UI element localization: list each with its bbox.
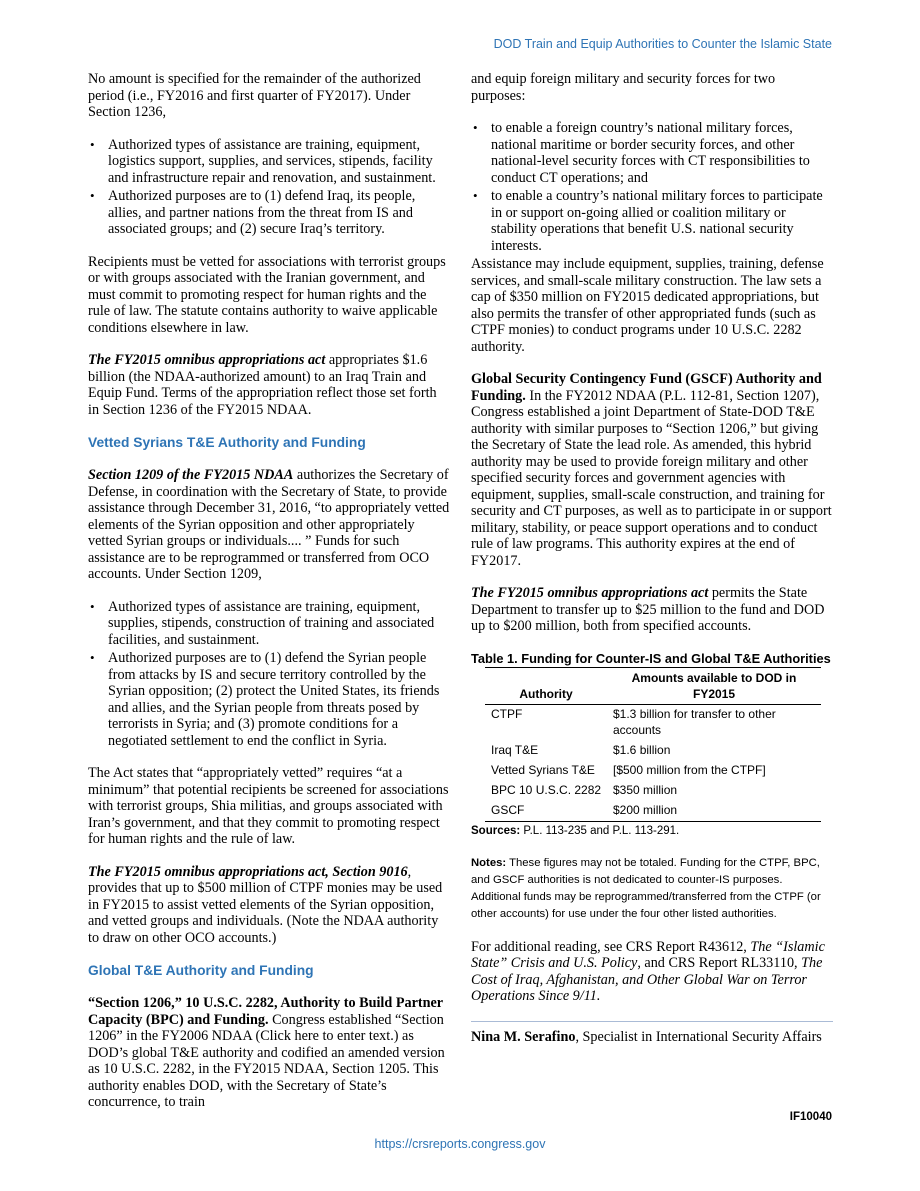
cell-authority: GSCF — [485, 801, 607, 822]
table-header-row — [485, 667, 821, 704]
cell-authority: Iraq T&E — [491, 742, 539, 757]
paragraph — [88, 352, 450, 418]
paragraph — [88, 467, 450, 583]
cell-authority: CTPF — [491, 706, 523, 721]
notes-label: Notes: — [471, 856, 507, 869]
bullet-list — [88, 599, 450, 750]
table-notes — [471, 855, 833, 923]
additional-reading — [471, 939, 833, 1005]
bullet-list — [471, 120, 833, 254]
reading-text: , and CRS Report RL33110, — [637, 955, 802, 971]
author-name: Nina M. Serafino — [471, 1028, 576, 1045]
cell-amount: $350 million — [613, 782, 678, 797]
right-column — [471, 71, 833, 1061]
paragraph-text: Congress established “Section 1206” in the FY2006 NDAA (Click here to enter text.) as DOD’s global T&E authority and codified an amended version as 10 U.S.C. 2282, in the FY2015 NDAA, Section 1205. This authority enables DOD, with the Secretary of State’s concurrence, to train — [88, 1011, 445, 1110]
paragraph-text: appropriates $1.6 billion (the NDAA-authorized amount) to an Iraq Train and Equip Fund. Terms of the appropriation reflect those set forth in Section 1236 of the FY2015 NDAA. — [88, 352, 437, 418]
emphasis-lead: The FY2015 omnibus appropriations act, Section 9016 — [88, 863, 408, 880]
author-title: , Specialist in International Security Affairs — [575, 1028, 822, 1045]
footer-url-link[interactable]: https://crsreports.congress.gov — [374, 1137, 546, 1151]
column-header-amount: Amounts available to DOD in FY2015 — [607, 667, 821, 704]
list-item: • Authorized purposes are to (1) defend the Syrian people from attacks by IS and secure territory controlled by the Syrian opposition; (2) protect the United States, its friends and allies, and the Syrian people from threats posed by terrorists in Syria; and (3) promote conditions for a negotiated settlement to end the conflict in Syria. — [88, 650, 450, 749]
left-column — [88, 71, 450, 1111]
paragraph — [471, 371, 833, 569]
table-row — [485, 781, 821, 801]
paragraph-text: , provides that up to $500 million of CTPF monies may be used in FY2015 to assist vetted elements of the Syrian opposition, and vetted groups and individuals. (Note the NDAA authority to draw on other OCO accounts.) — [88, 863, 443, 946]
list-item: • to enable a country’s national military forces to participate in or support on-going allied or coalition military or stability operations that benefit U.S. national security interests. — [471, 188, 833, 254]
cell-authority: BPC 10 U.S.C. 2282 — [491, 782, 602, 797]
paragraph — [88, 995, 450, 1111]
funding-table — [485, 667, 821, 822]
paragraph-text: authorizes the Secretary of Defense, in coordination with the Secretary of State, to provide assistance through December 31, 2016, “to appropriately vetted elements of the Syrian opposition and other appropriately vetted Syrian groups or individuals.... ” Funds for such assistance are to be reprogrammed or transferred from OCO accounts. Under Section 1209, — [88, 467, 450, 582]
table-sources — [471, 823, 833, 839]
paragraph: No amount is specified for the remainder of the authorized period (i.e., FY2016 and first quarter of FY2017). Under Section 1236, — [88, 71, 421, 120]
sources-text: P.L. 113-235 and P.L. 113-291. — [520, 824, 680, 837]
emphasis-lead: Section 1209 of the FY2015 NDAA — [88, 467, 294, 483]
emphasis-lead: The FY2015 omnibus appropriations act — [88, 352, 326, 368]
report-title: The “Islamic State” Crisis and U.S. Policy — [471, 938, 825, 971]
table-row — [485, 801, 821, 822]
section-heading-vetted-syrians: Vetted Syrians T&E Authority and Funding — [88, 435, 366, 450]
report-id: IF10040 — [789, 1111, 832, 1123]
cell-amount: [$500 million from the CTPF] — [613, 762, 766, 777]
author-block — [471, 1021, 833, 1046]
notes-text: These figures may not be totaled. Funding for the CTPF, BPC, and GSCF authorities is not dedicated to counter-IS purposes. Additional funds may be reprogrammed/transferred from the CTPF (or other accounts) for use under the four other listed authorities. — [471, 856, 821, 920]
bold-lead: “Section 1206,” 10 U.S.C. 2282, Authority to Build Partner Capacity (BPC) and Funding. — [88, 995, 443, 1028]
paragraph: and equip foreign military and security forces for two purposes: — [471, 71, 776, 104]
reading-text: For additional reading, see CRS Report R43612, — [471, 938, 751, 955]
list-item: • Authorized types of assistance are training, equipment, logistics support, supplies, and services, stipends, facility and infrastructure repair and renovation, and sustainment. — [88, 137, 450, 187]
report-title: The Cost of Iraq, Afghanistan, and Other Global War on Terror Operations Since 9/11. — [471, 955, 823, 1004]
cell-amount: $1.6 billion — [613, 742, 671, 757]
column-header-authority: Authority — [485, 667, 607, 704]
cell-amount: $1.3 billion for transfer to other accounts — [613, 706, 776, 737]
paragraph-text: In the FY2012 NDAA (P.L. 112-81, Section 1207), Congress established a joint Department of State-DOD T&E authority with similar purposes to “Section 1206,” but giving the Secretary of State the lead role. As amended, this hybrid authority may be used to provide foreign military and other specified security forces and government agencies with equipment, supplies, small-scale construction, and training for security and CT purposes, as well as to participate in or support military, stability, or peace support operations and to conduct rule of law programs. This authority expires at the end of FY2017. — [471, 387, 832, 569]
table-row — [485, 704, 821, 741]
list-item: • to enable a foreign country’s national military forces, national maritime or border security forces, and other national-level security forces with CT responsibilities to conduct CT operations; and — [471, 120, 833, 186]
table-caption: Table 1. Funding for Counter-IS and Global T&E Authorities — [471, 650, 831, 666]
paragraph: The Act states that “appropriately vetted” requires “at a minimum” that potential recipients be screened for associations with terrorist groups, Shia militias, and groups associated with Iran’s government, and that they commit to promoting respect for human rights and the rule of law. — [88, 765, 449, 847]
bold-lead: Global Security Contingency Fund (GSCF) Authority and Funding. — [471, 371, 822, 404]
running-header-title: DOD Train and Equip Authorities to Counter the Islamic State — [493, 37, 832, 51]
section-heading-global-te: Global T&E Authority and Funding — [88, 963, 314, 978]
table-row — [485, 741, 821, 761]
emphasis-lead: The FY2015 omnibus appropriations act — [471, 585, 709, 601]
paragraph — [471, 585, 833, 635]
paragraph-text: permits the State Department to transfer up to $25 million to the fund and DOD up to $200 million, both from specified accounts. — [471, 585, 825, 634]
cell-amount: $200 million — [607, 801, 821, 822]
paragraph — [88, 864, 450, 947]
list-item: • Authorized types of assistance are training, equipment, supplies, stipends, construction of training and associated facilities, and sustainment. — [88, 599, 450, 649]
bullet-list — [88, 137, 450, 238]
paragraph: Recipients must be vetted for associations with terrorist groups or with groups associated with the Iranian government, and must commit to promoting respect for human rights and the rule of law. The statute contains authority to waive applicable conditions elsewhere in law. — [88, 253, 446, 336]
paragraph: Assistance may include equipment, supplies, training, defense services, and small-scale military construction. The law sets a cap of $350 million on FY2015 dedicated appropriations, but also permits the transfer of other appropriated funds (such as CTPF monies) to conduct programs under 10 U.S.C. 2282 authority. — [471, 256, 824, 355]
cell-authority: Vetted Syrians T&E — [491, 762, 595, 777]
table-row — [485, 761, 821, 781]
sources-label: Sources: — [471, 824, 521, 837]
list-item: • Authorized purposes are to (1) defend Iraq, its people, allies, and partner nations from the threat from IS and associated groups; and (2) secure Iraq’s territory. — [88, 188, 450, 238]
